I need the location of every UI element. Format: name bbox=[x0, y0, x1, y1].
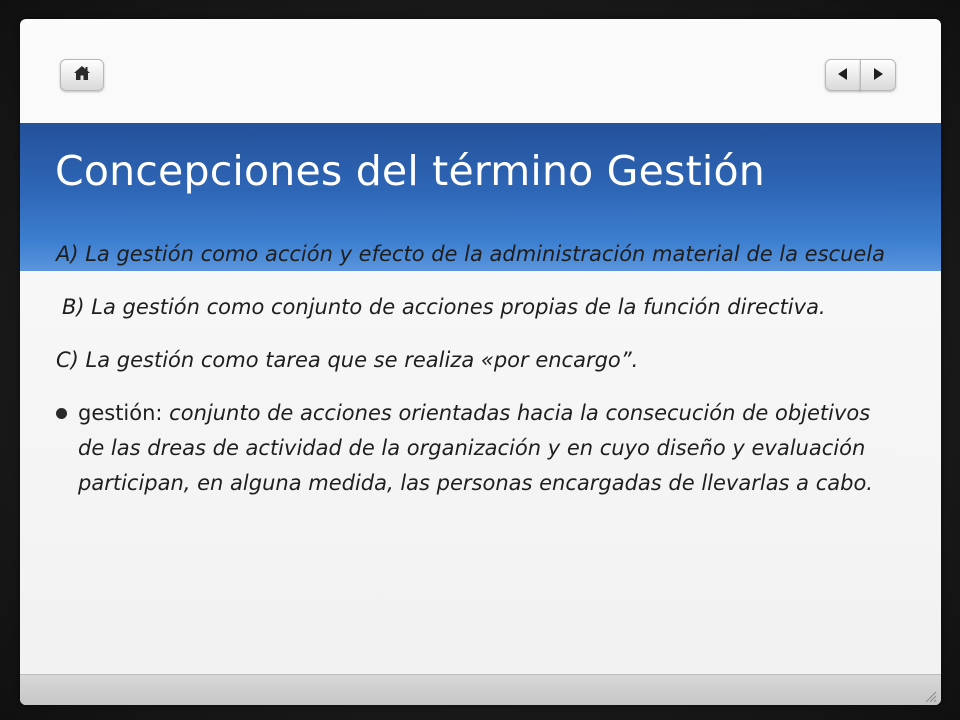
paragraph-c: C) La gestión como tarea que se realiza «por encargo”. bbox=[56, 348, 639, 372]
previous-slide-button[interactable] bbox=[825, 59, 861, 91]
resize-grip-icon[interactable] bbox=[923, 688, 937, 702]
slide-title: Concepciones del término Gestión bbox=[55, 147, 765, 195]
home-button[interactable] bbox=[60, 59, 104, 91]
paragraph-b: B) La gestión como conjunto de acciones propias de la función directiva. bbox=[62, 295, 826, 319]
paragraph-a: A) La gestión como acción y efecto de la administración material de la escuela bbox=[56, 242, 886, 266]
bottom-bar bbox=[20, 674, 941, 705]
bullet-dot bbox=[56, 408, 67, 419]
next-slide-button[interactable] bbox=[860, 59, 896, 91]
slide-content bbox=[56, 237, 896, 501]
home-icon bbox=[73, 65, 91, 85]
bullet-definition: conjunto de acciones orientadas hacia la consecución de objetivos de las dreas de actividad de la organización y en cuyo diseño y evaluación participan, en alguna medida, las personas encargadas de llevarlas a cabo. bbox=[78, 401, 873, 495]
triangle-right-icon bbox=[871, 66, 885, 85]
triangle-left-icon bbox=[836, 66, 850, 85]
bullet-term: gestión: bbox=[78, 401, 170, 425]
slide bbox=[20, 19, 941, 705]
bullet-item bbox=[56, 396, 896, 501]
